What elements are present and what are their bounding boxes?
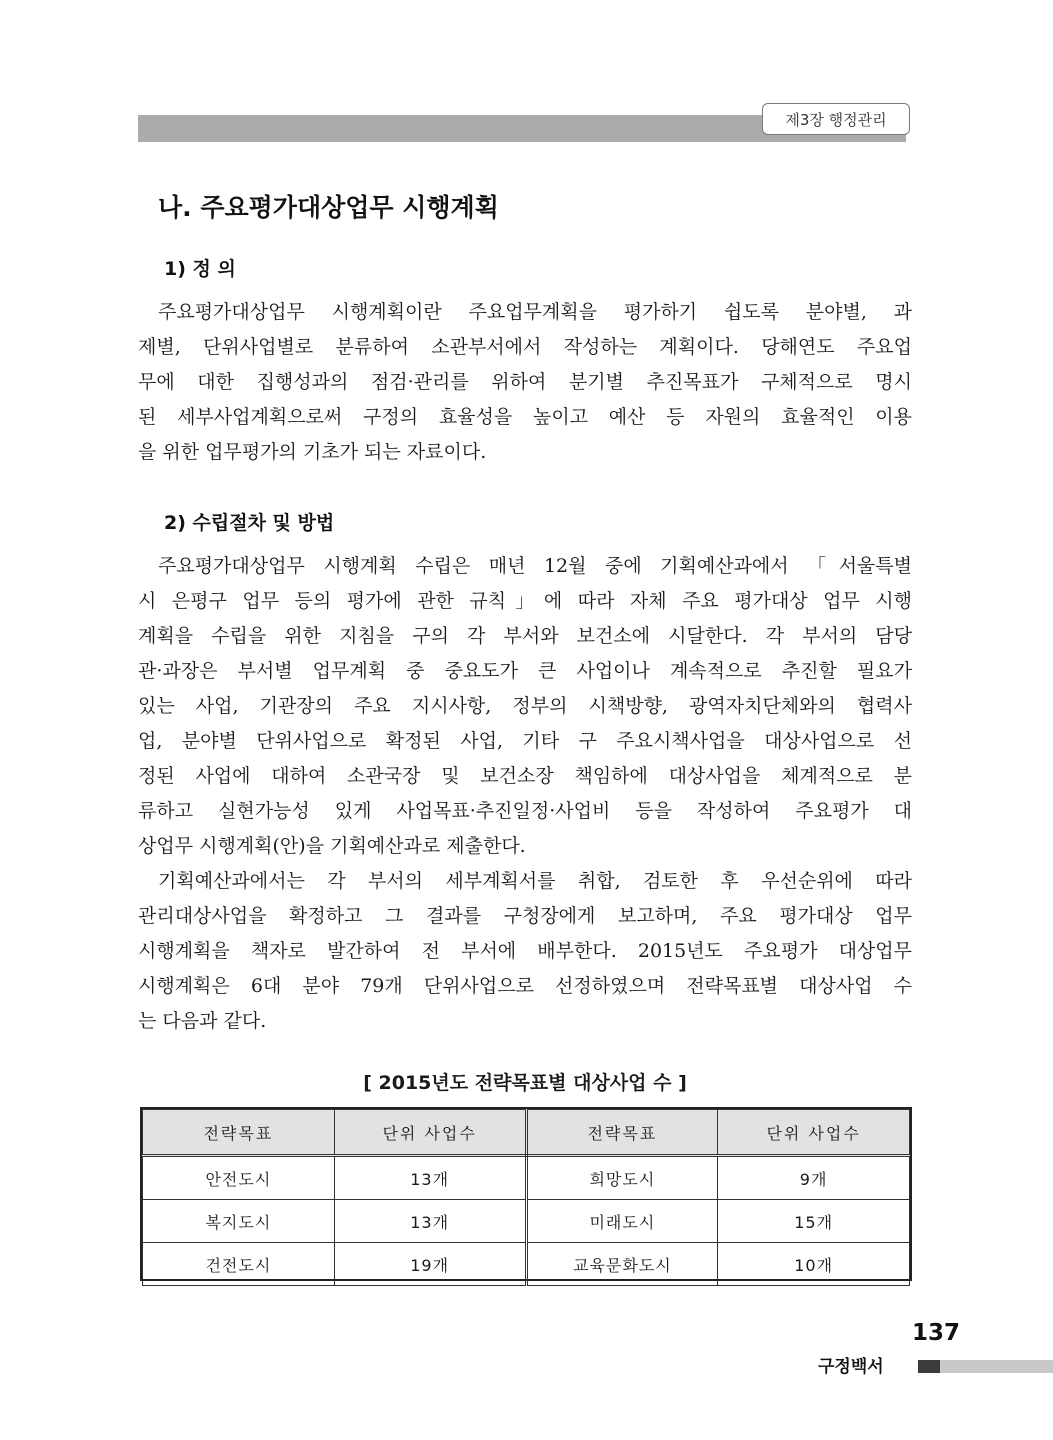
text-line: 상업무 시행계획(안)을 기획예산과로 제출한다. — [138, 835, 526, 857]
header-cell: 단위 사업수 — [334, 1110, 526, 1156]
section-title: 나. 주요평가대상업무 시행계획 — [158, 193, 499, 222]
subsection-2-title: 2) 수립절차 및 방법 — [164, 512, 335, 534]
table-row — [143, 1200, 910, 1243]
table-row — [143, 1243, 910, 1286]
table-cell: 안전도시 — [143, 1156, 335, 1200]
text-line: 제별, 단위사업별로 분류하여 소관부서에서 작성하는 계획이다. 당해연도 주요업 — [138, 336, 912, 358]
text-line: 시행계획은 6대 분야 79개 단위사업으로 선정하였으며 전략목표별 대상사업 수 — [138, 975, 912, 997]
table-cell: 15개 — [718, 1200, 910, 1243]
text-line: 주요평가대상업무 시행계획 수립은 매년 12월 중에 기획예산과에서 「서울특별 — [158, 555, 912, 577]
header-cell: 단위 사업수 — [718, 1110, 910, 1156]
book-title: 구정백서 — [818, 1357, 884, 1377]
page-number: 137 — [912, 1320, 961, 1346]
table-cell: 19개 — [334, 1243, 526, 1286]
table-cell: 건전도시 — [143, 1243, 335, 1286]
text-line: 된 세부사업계획으로써 구정의 효율성을 높이고 예산 등 자원의 효율적인 이용 — [138, 406, 912, 428]
footer-bar-light — [940, 1360, 1053, 1373]
text-line: 류하고 실현가능성 있게 사업목표·추진일정·사업비 등을 작성하여 주요평가 대 — [138, 800, 912, 822]
table-row — [143, 1156, 910, 1200]
table-cell: 13개 — [334, 1200, 526, 1243]
text-line: 정된 사업에 대하여 소관국장 및 보건소장 책임하에 대상사업을 체계적으로 분 — [138, 765, 912, 787]
header-cell: 전략목표 — [526, 1110, 718, 1156]
subsection-2-body — [138, 549, 912, 1039]
chapter-label: 제3장 행정관리 — [762, 103, 910, 135]
strategy-table — [140, 1107, 912, 1281]
text-line: 업, 분야별 단위사업으로 확정된 사업, 기타 구 주요시책사업을 대상사업으로 선 — [138, 730, 912, 752]
text-line: 는 다음과 같다. — [138, 1010, 267, 1032]
text-line: 주요평가대상업무 시행계획이란 주요업무계획을 평가하기 쉽도록 분야별, 과 — [158, 301, 912, 323]
text-line: 기획예산과에서는 각 부서의 세부계획서를 취합, 검토한 후 우선순위에 따라 — [158, 870, 912, 892]
text-line: 무에 대한 집행성과의 점검·관리를 위하여 분기별 추진목표가 구체적으로 명시 — [138, 371, 912, 393]
table-caption: [ 2015년도 전략목표별 대상사업 수 ] — [363, 1072, 687, 1094]
text-line: 있는 사업, 기관장의 주요 지시사항, 정부의 시책방향, 광역자치단체와의 협력사 — [138, 695, 912, 717]
subsection-1-body — [138, 295, 912, 470]
text-line: 관리대상사업을 확정하고 그 결과를 구청장에게 보고하며, 주요 평가대상 업무 — [138, 905, 912, 927]
table-cell: 13개 — [334, 1156, 526, 1200]
table-header-row — [143, 1110, 910, 1156]
text-line: 을 위한 업무평가의 기초가 되는 자료이다. — [138, 441, 487, 463]
text-line: 계획을 수립을 위한 지침을 구의 각 부서와 보건소에 시달한다. 각 부서의 담당 — [138, 625, 912, 647]
table-cell: 9개 — [718, 1156, 910, 1200]
table-cell: 교육문화도시 — [526, 1243, 718, 1286]
text-line: 시행계획을 책자로 발간하여 전 부서에 배부한다. 2015년도 주요평가 대상업무 — [138, 940, 912, 962]
table-cell: 10개 — [718, 1243, 910, 1286]
footer-bar-dark — [918, 1360, 940, 1373]
text-line: 시 은평구 업무 등의 평가에 관한 규칙」에 따라 자체 주요 평가대상 업무 시행 — [138, 590, 912, 612]
text-line: 관·과장은 부서별 업무계획 중 중요도가 큰 사업이나 계속적으로 추진할 필요가 — [138, 660, 912, 682]
table-cell: 복지도시 — [143, 1200, 335, 1243]
table-cell: 미래도시 — [526, 1200, 718, 1243]
subsection-1-title: 1) 정 의 — [164, 258, 236, 280]
table-cell: 희망도시 — [526, 1156, 718, 1200]
header-cell: 전략목표 — [143, 1110, 335, 1156]
